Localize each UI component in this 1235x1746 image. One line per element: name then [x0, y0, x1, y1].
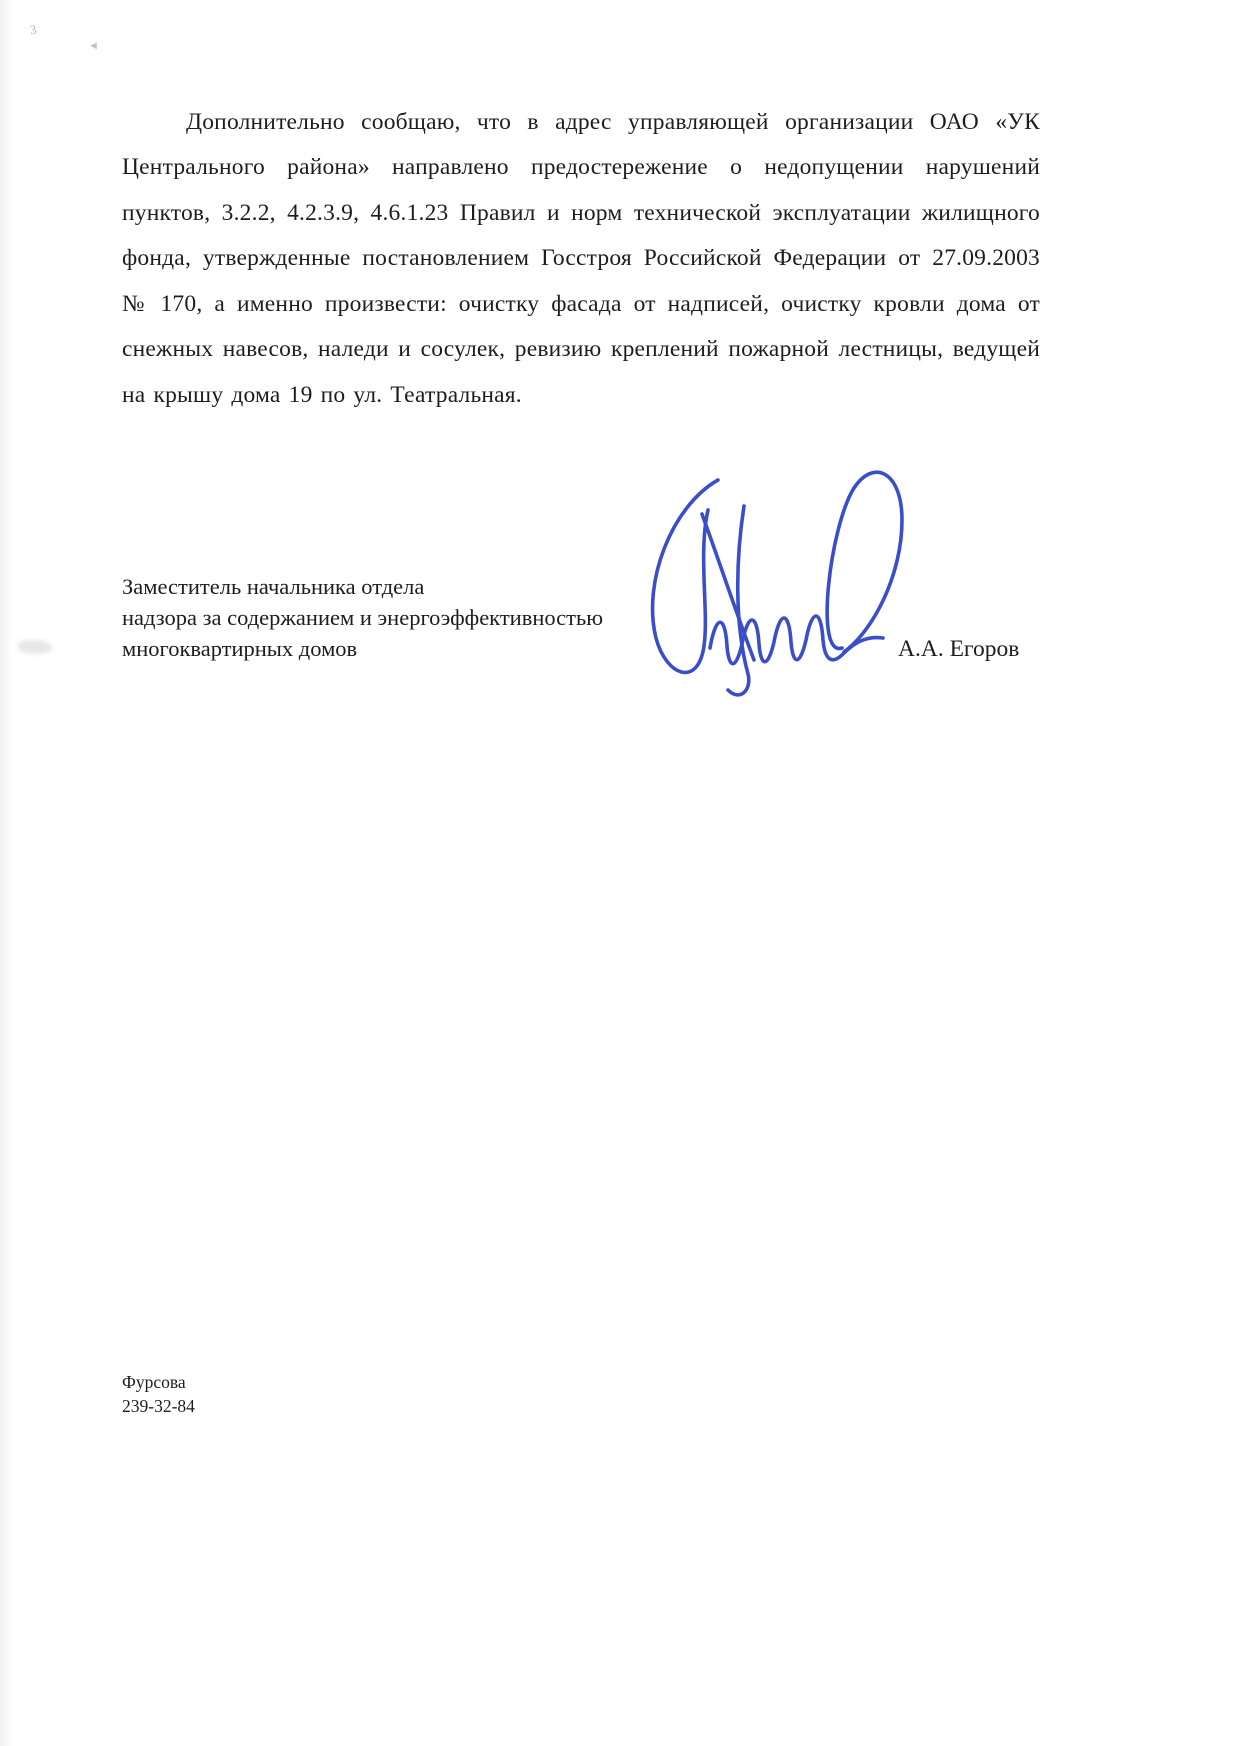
footer-contact — [122, 1370, 195, 1418]
footer-contact-phone: 239-32-84 — [122, 1396, 195, 1416]
letter-body-paragraph: Дополнительно сообщаю, что в адрес управляющей организации ОАО «УК Центрального района» направлено предостережение о недопущении нарушений пунктов, 3.2.2, 4.2.3.9, 4.6.1.23 Правил и норм технической эксплуатации жилищного фонда, утвержденные постановлением Госстроя Российской Федерации от 27.09.2003 № 170, а именно произвести: очистку фасада от надписей, очистку кровли дома от снежных навесов, наледи и сосулек, ревизию креплений пожарной лестницы, ведущей на крышу дома 19 по ул. Театральная. — [122, 108, 1040, 408]
scan-smudge — [18, 640, 52, 654]
signer-title-line-2: надзора за содержанием и энергоэффективностью — [122, 605, 604, 630]
scan-small-mark: ◄ — [88, 40, 99, 52]
signer-title-line-3: многоквартирных домов — [122, 636, 358, 661]
scan-corner-mark: 3 — [28, 21, 38, 38]
signer-name: А.А. Егоров — [898, 636, 1020, 662]
footer-contact-name: Фурсова — [122, 1372, 186, 1392]
handwritten-signature-ink — [606, 462, 916, 722]
signer-title — [122, 571, 603, 664]
signer-title-line-1: Заместитель начальника отдела — [122, 574, 425, 599]
